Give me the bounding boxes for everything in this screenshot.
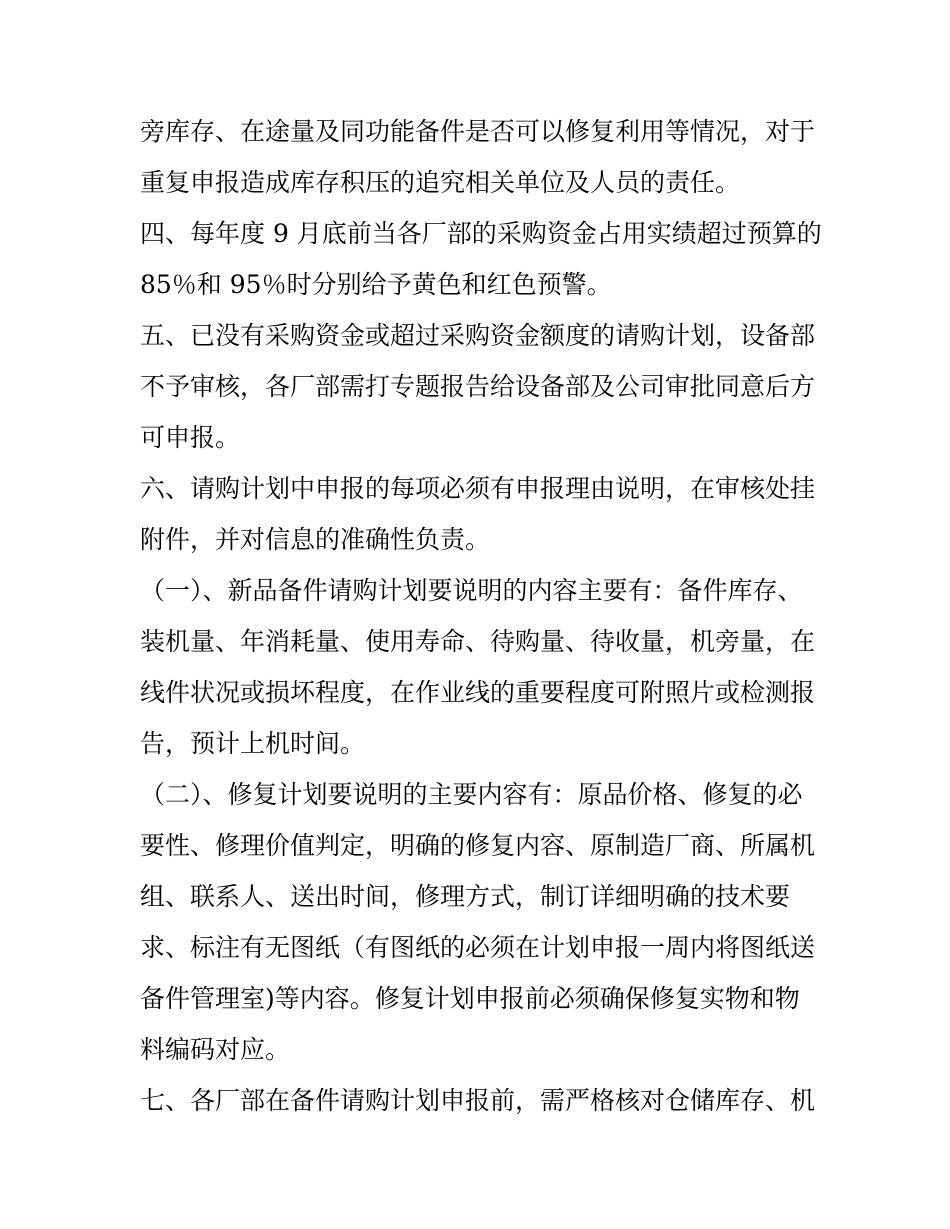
- text-line: （二）、修复计划要说明的主要内容有：原品价格、修复的必: [140, 780, 803, 809]
- text-line: 可申报。: [140, 423, 241, 452]
- text-line: 线件状况或损坏程度，在作业线的重要程度可附照片或检测报: [140, 678, 816, 707]
- text-line: 要性、修理价值判定，明确的修复内容、原制造厂商、所属机: [140, 831, 816, 860]
- text-line: 料编码对应。: [140, 1035, 291, 1064]
- text-line: 求、标注有无图纸（有图纸的必须在计划申报一周内将图纸送: [140, 933, 816, 962]
- text-line: 组、联系人、送出时间，修理方式，制订详细明确的技术要: [140, 882, 791, 911]
- text-line: 备件管理室)等内容。修复计划申报前必须确保修复实物和物: [140, 984, 800, 1013]
- text-line: 告，预计上机时间。: [140, 729, 366, 758]
- text-line: 不予审核，各厂部需打专题报告给设备部及公司审批同意后方: [140, 372, 816, 401]
- text-line: 重复申报造成库存积压的追究相关单位及人员的责任。: [140, 168, 741, 197]
- text-line: （一）、新品备件请购计划要说明的内容主要有：备件库存、: [140, 576, 803, 605]
- text-line: 85％和 95％时分别给予黄色和红色预警。: [140, 270, 612, 299]
- text-line: 四、每年度 9 月底前当各厂部的采购资金占用实绩超过预算的: [140, 219, 822, 248]
- text-line: 装机量、年消耗量、使用寿命、待购量、待收量，机旁量，在: [140, 627, 816, 656]
- text-line: 七、各厂部在备件请购计划申报前，需严格核对仓储库存、机: [140, 1086, 816, 1115]
- text-line: 附件，并对信息的准确性负责。: [140, 525, 491, 554]
- text-line: 六、请购计划中申报的每项必须有申报理由说明，在审核处挂: [140, 474, 816, 503]
- document-body: [140, 106, 830, 1126]
- text-line: 五、已没有采购资金或超过采购资金额度的请购计划，设备部: [140, 321, 816, 350]
- text-line: 旁库存、在途量及同功能备件是否可以修复利用等情况，对于: [140, 117, 816, 146]
